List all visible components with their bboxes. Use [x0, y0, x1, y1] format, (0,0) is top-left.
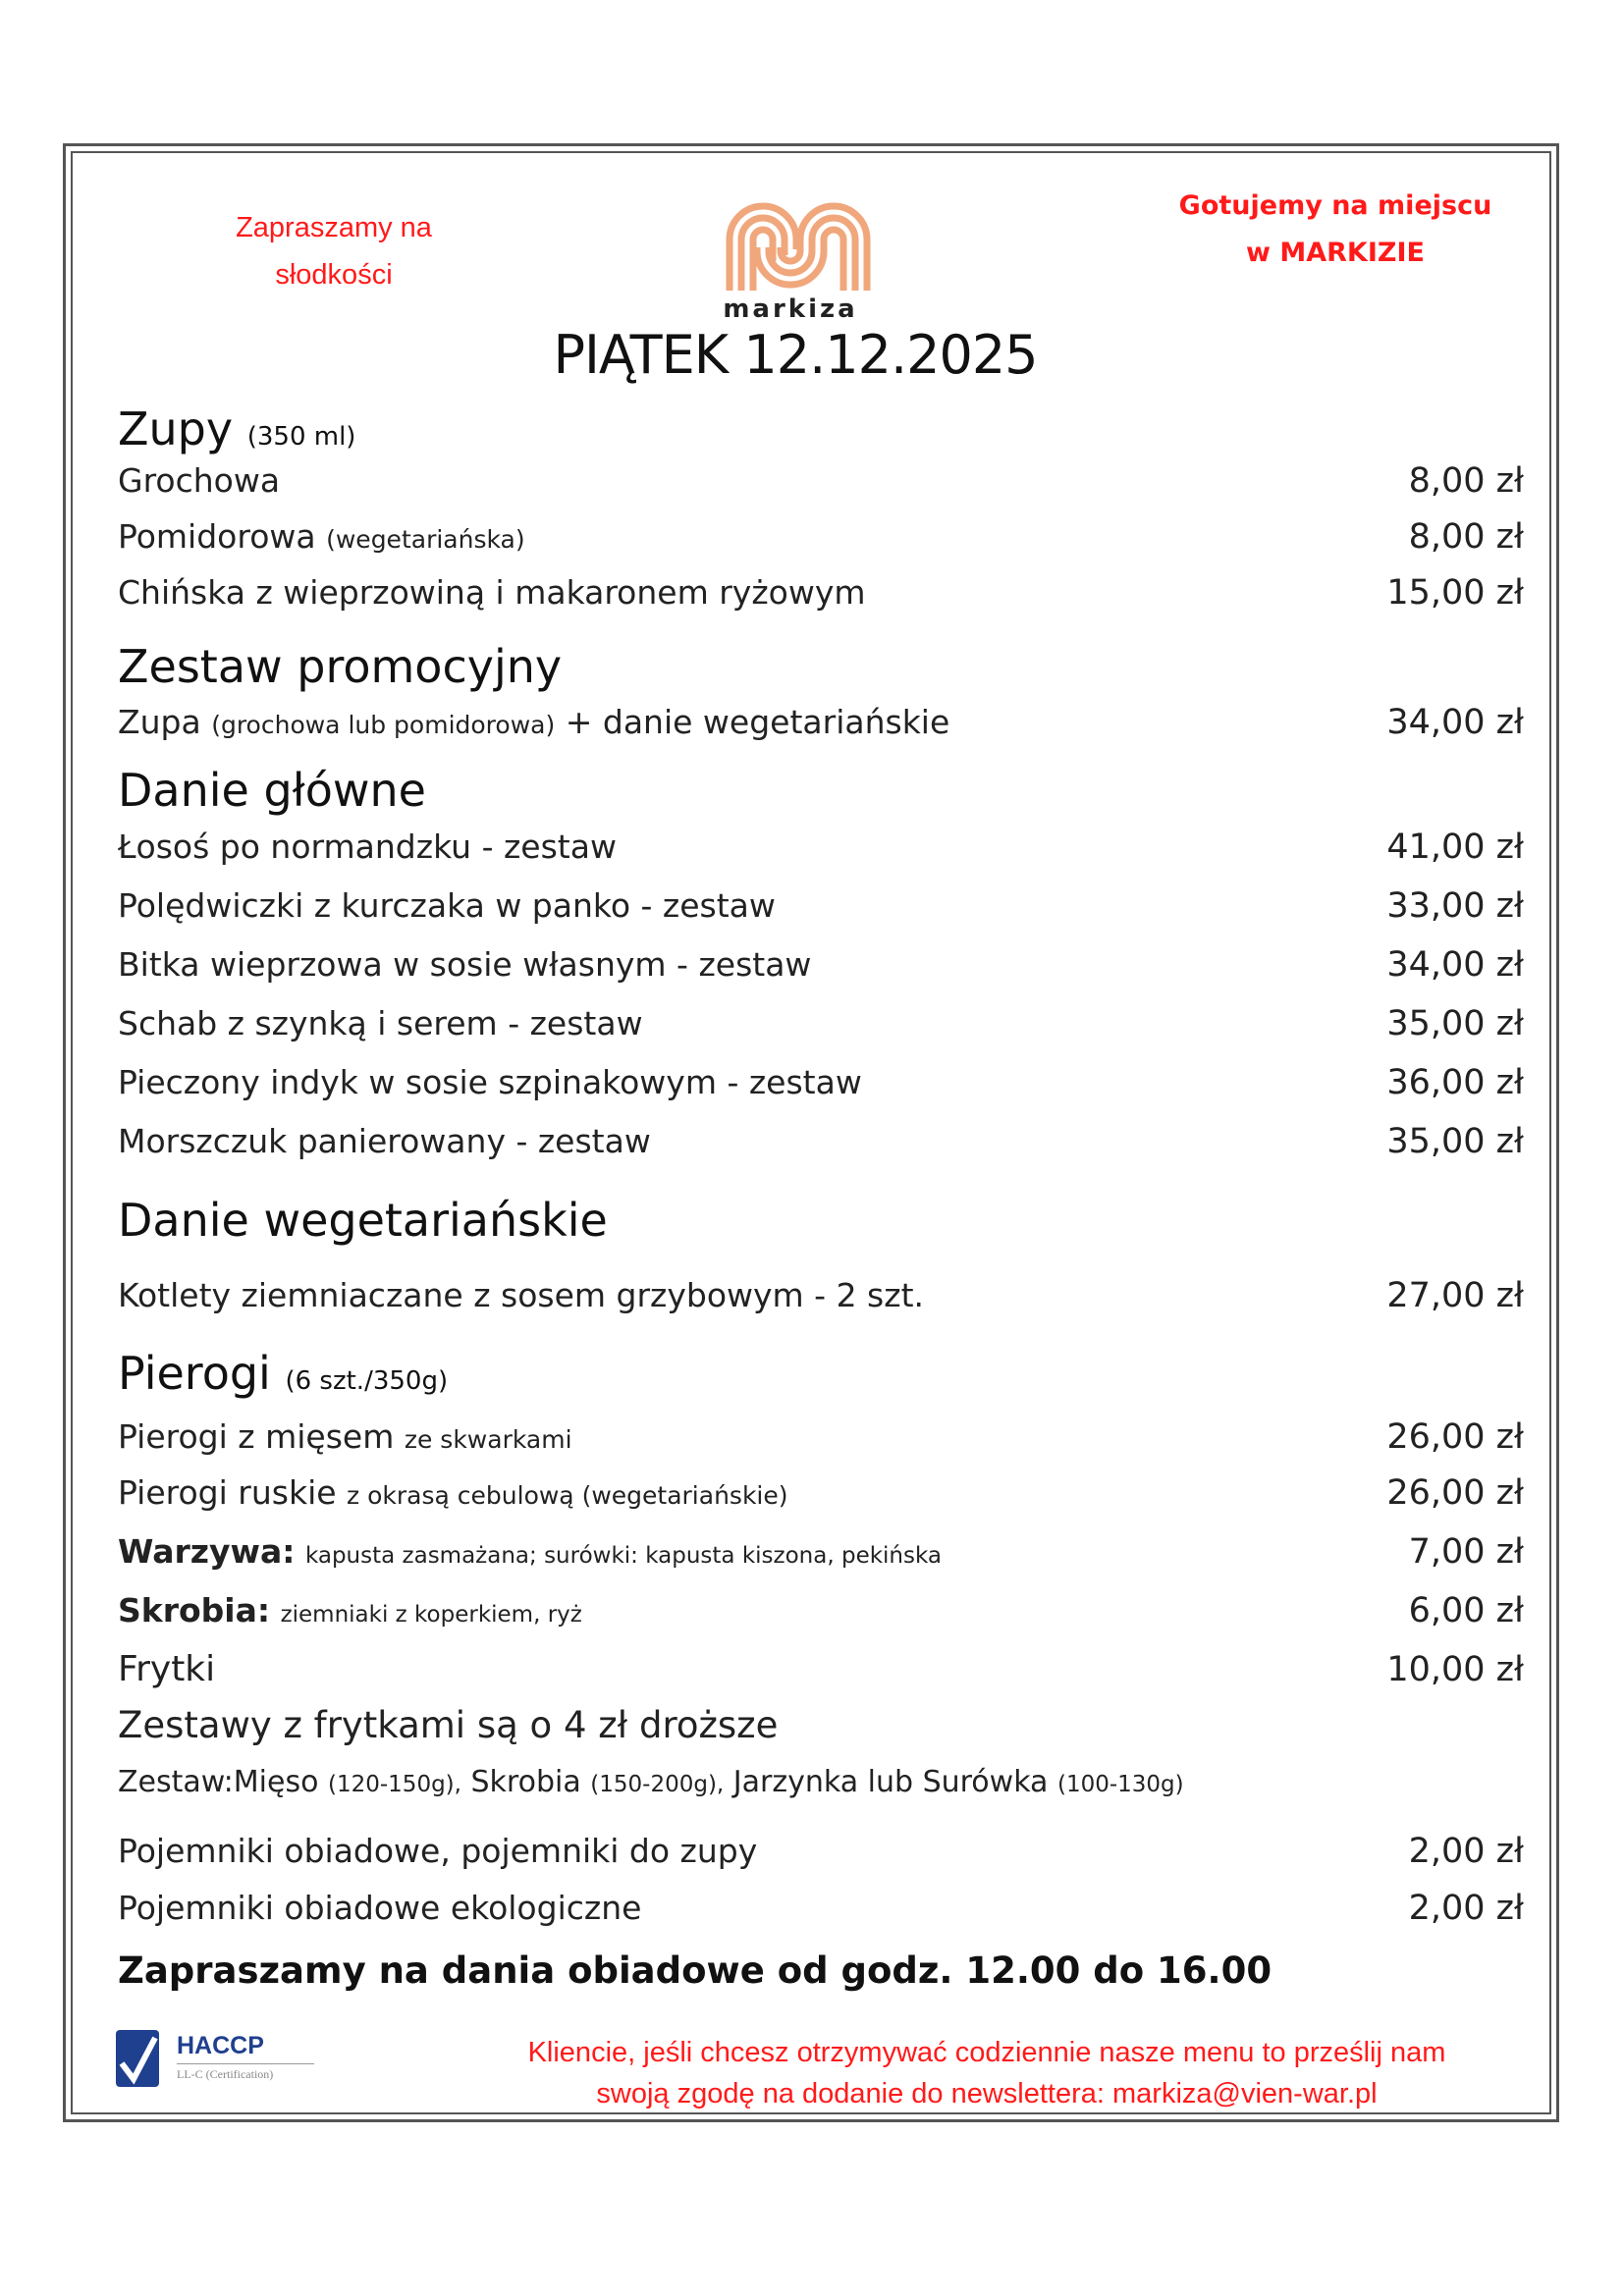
- section-danie-glowne: Danie główne: [118, 764, 426, 817]
- sweets-promo: Zapraszamy na słodkości: [236, 212, 432, 291]
- markiza-logo: [702, 192, 879, 332]
- fries-surcharge-note: Zestawy z frytkami są o 4 zł droższe: [118, 1704, 779, 1746]
- menu-item: Grochowa 8,00 zł: [118, 461, 1524, 501]
- page-title: PIĄTEK 12.12.2025: [553, 324, 1038, 386]
- menu-item: Zupa (grochowa lub pomidorowa) + danie wegetariańskie 34,00 zł: [118, 703, 1524, 742]
- menu-item: Pierogi z mięsem ze skwarkami 26,00 zł: [118, 1417, 1524, 1457]
- menu-item: Polędwiczki z kurczaka w panko - zestaw 33,00 zł: [118, 886, 1524, 926]
- menu-item: Bitka wieprzowa w sosie własnym - zestaw 34,00 zł: [118, 945, 1524, 985]
- section-pierogi: Pierogi (6 szt./350g): [118, 1347, 449, 1400]
- section-zupy: Zupy (350 ml): [118, 402, 356, 455]
- menu-item-frytki: Frytki 10,00 zł: [118, 1649, 1524, 1689]
- menu-item: Schab z szynką i serem - zestaw 35,00 zł: [118, 1004, 1524, 1043]
- opening-hours: Zapraszamy na dania obiadowe od godz. 12.00 do 16.00: [118, 1949, 1272, 1992]
- menu-item: Morszczuk panierowany - zestaw 35,00 zł: [118, 1122, 1524, 1161]
- section-zestaw: Zestaw promocyjny: [118, 640, 563, 693]
- menu-item: Pojemniki obiadowe, pojemniki do zupy 2,00 zł: [118, 1832, 1524, 1871]
- cooking-promo: Gotujemy na miejscu w MARKIZIE: [1178, 190, 1492, 268]
- menu-item-warzywa: Warzywa: kapusta zasmażana; surówki: kapusta kiszona, pekińska 7,00 zł: [118, 1532, 1524, 1572]
- menu-item: Pieczony indyk w sosie szpinakowym - zestaw 36,00 zł: [118, 1063, 1524, 1102]
- markiza-logo-icon: [702, 192, 879, 294]
- menu-item-skrobia: Skrobia: ziemniaki z koperkiem, ryż 6,00 zł: [118, 1591, 1524, 1630]
- menu-item: Pierogi ruskie z okrasą cebulową (wegetariańskie) 26,00 zł: [118, 1473, 1524, 1513]
- checkmark-icon: [116, 2030, 159, 2087]
- logo-wordmark: markiza: [723, 294, 858, 324]
- menu-item: Łosoś po normandzku - zestaw 41,00 zł: [118, 828, 1524, 867]
- menu-item: Kotlety ziemniaczane z sosem grzybowym - 2 szt. 27,00 zł: [118, 1276, 1524, 1315]
- menu-item: Pojemniki obiadowe ekologiczne 2,00 zł: [118, 1889, 1524, 1928]
- section-danie-wegetarianskie: Danie wegetariańskie: [118, 1194, 608, 1247]
- newsletter-note: Kliencie, jeśli chcesz otrzymywać codziennie nasze menu to prześlij nam swoją zgodę na dodanie do newslettera: markiza@vien-war.pl: [527, 2037, 1446, 2109]
- menu-item: Pomidorowa (wegetariańska) 8,00 zł: [118, 517, 1524, 557]
- haccp-badge: HACCP LL-C (Certification): [116, 2030, 322, 2099]
- menu-item: Chińska z wieprzowiną i makaronem ryżowym 15,00 zł: [118, 573, 1524, 613]
- set-composition-note: Zestaw:Mięso (120-150g), Skrobia (150-200g), Jarzynka lub Surówka (100-130g): [118, 1765, 1184, 1799]
